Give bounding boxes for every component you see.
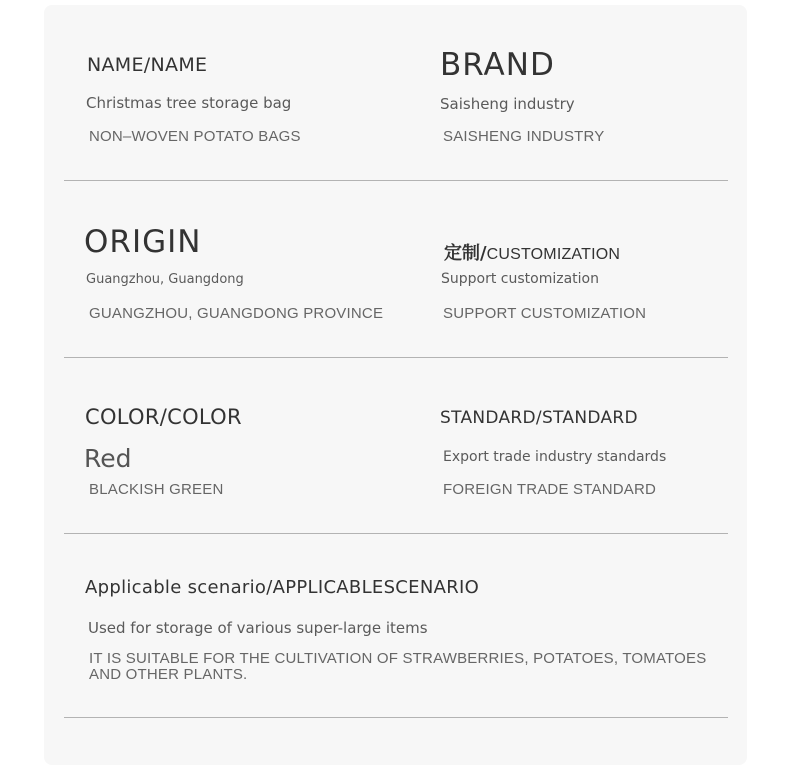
customization-title (444, 239, 620, 265)
standard-title: STANDARD/STANDARD (440, 408, 638, 428)
brand-caps: SAISHENG INDUSTRY (443, 128, 605, 145)
standard-caps: FOREIGN TRADE STANDARD (443, 481, 657, 498)
color-title: COLOR/COLOR (85, 405, 242, 429)
origin-title: ORIGIN (84, 224, 202, 260)
divider (64, 180, 728, 181)
customization-value: Support customization (441, 271, 599, 287)
scenario-value: Used for storage of various super-large items (88, 619, 428, 637)
divider (64, 357, 728, 358)
customization-title-cn: 定制/ (444, 243, 487, 264)
customization-title-en: CUSTOMIZATION (486, 246, 621, 263)
standard-value: Export trade industry standards (443, 449, 667, 465)
divider (64, 533, 728, 534)
brand-value: Saisheng industry (440, 95, 575, 113)
name-caps: NON–WOVEN POTATO BAGS (89, 128, 301, 145)
origin-value: Guangzhou, Guangdong (86, 272, 244, 287)
name-title: NAME/NAME (87, 54, 208, 76)
scenario-title: Applicable scenario/APPLICABLESCENARIO (85, 577, 480, 598)
divider (64, 717, 728, 718)
brand-title: BRAND (440, 47, 555, 83)
origin-caps: GUANGZHOU, GUANGDONG PROVINCE (89, 305, 384, 322)
name-value: Christmas tree storage bag (86, 94, 292, 112)
color-value: Red (84, 444, 132, 473)
customization-caps: SUPPORT CUSTOMIZATION (443, 305, 647, 322)
color-caps: BLACKISH GREEN (89, 481, 224, 498)
scenario-caps: IT IS SUITABLE FOR THE CULTIVATION OF STRAWBERRIES, POTATOES, TOMATOES AND OTHER PLANTS. (89, 650, 707, 683)
